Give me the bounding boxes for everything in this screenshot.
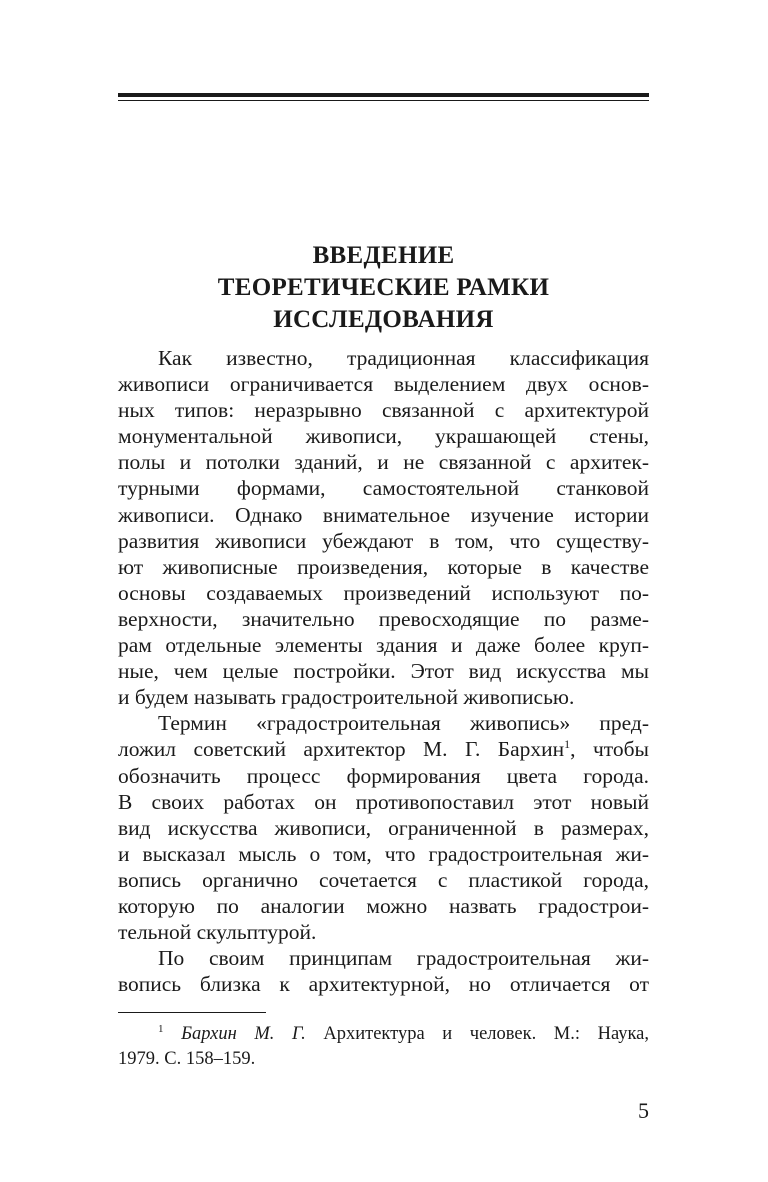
paragraph-line: ных типов: неразрывно связанной с архитектурой — [118, 398, 649, 423]
header-rule-thick — [118, 93, 649, 97]
paragraph-line: вопись органично сочетается с пластикой города, — [118, 867, 649, 892]
paragraph-line: тельной скульптурой. — [118, 920, 317, 945]
paragraph-line: рам отдельные элементы здания и даже более круп- — [118, 633, 649, 658]
footnote-text: Архитектура и человек. М.: Наука, — [323, 1024, 650, 1044]
paragraph-line: полы и потолки зданий, и не связанной с архитек- — [118, 450, 649, 475]
body-text — [118, 345, 649, 997]
paragraph-line: и будем называть градостроительной живописью. — [118, 685, 575, 710]
paragraph-line: Как известно, традиционная классификация — [158, 346, 649, 370]
paragraph-line: развития живописи убеждают в том, что существу- — [118, 528, 649, 553]
footnote — [118, 1022, 649, 1072]
paragraph-line: В своих работах он противопоставил этот новый — [118, 789, 649, 814]
footnote-line — [118, 1022, 649, 1047]
paragraph-line: турными формами, самостоятельной станковой — [118, 476, 649, 501]
chapter-heading — [118, 240, 649, 336]
paragraph-line: обозначить процесс формирования цвета города. — [118, 763, 649, 788]
heading-line-2: ТЕОРЕТИЧЕСКИЕ РАМКИ — [217, 274, 550, 301]
paragraph-line-text: ложил советский архитектор М. Г. Бархин — [118, 737, 565, 762]
paragraph-line: живописи. Однако внимательное изучение истории — [118, 502, 649, 527]
footnote-rule — [118, 1012, 266, 1013]
paragraph-line: По своим принципам градостроительная жи- — [158, 946, 649, 971]
paragraph-line: и высказал мысль о том, что градостроительная жи- — [118, 841, 649, 866]
footnote-marker: 1 — [158, 1023, 164, 1035]
footnote-author: Бархин М. Г. — [181, 1024, 306, 1044]
page-number: 5 — [638, 1098, 649, 1123]
paragraph-line: верхности, значительно превосходящие по разме- — [118, 606, 649, 631]
footnote-line: 1979. С. 158–159. — [118, 1049, 256, 1069]
paragraph-line: ют живописные произведения, которые в качестве — [118, 554, 649, 579]
paragraph-line: ные, чем целые постройки. Этот вид искусства мы — [118, 659, 649, 684]
paragraph-line: основы создаваемых произведений используют по- — [118, 580, 649, 605]
footnote-ref-marker: 1 — [564, 737, 571, 752]
heading-line-1: ВВЕДЕНИЕ — [312, 242, 455, 269]
paragraph-line: монументальной живописи, украшающей стены, — [118, 424, 649, 449]
paragraph-line — [118, 736, 649, 762]
paragraph-line: вид искусства живописи, ограниченной в размерах, — [118, 815, 649, 840]
heading-line-3: ИССЛЕДОВАНИЯ — [273, 306, 494, 333]
header-rule-thin — [118, 100, 649, 101]
paragraph-line-text: , чтобы — [570, 737, 650, 762]
paragraph-line: которую по аналогии можно назвать градострои- — [118, 893, 649, 918]
paragraph-line: вопись близка к архитектурной, но отличается от — [118, 972, 649, 997]
paragraph-line: Термин «градостроительная живопись» пред- — [158, 711, 649, 736]
paragraph-line: живописи ограничивается выделением двух основ- — [118, 372, 649, 397]
